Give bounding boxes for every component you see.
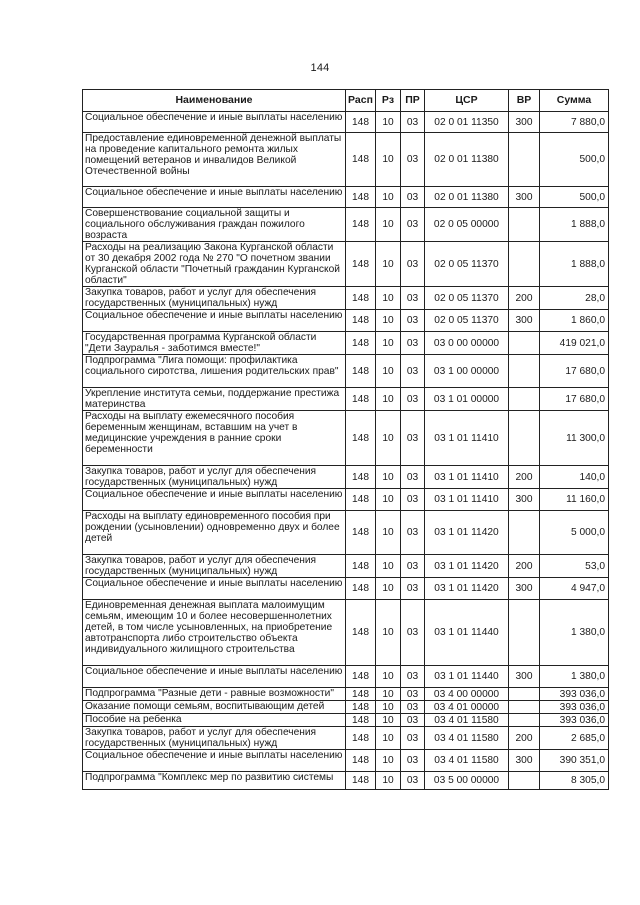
- cell-sum: 1 380,0: [540, 666, 609, 688]
- cell-pr: 03: [401, 411, 425, 466]
- header-rz: Рз: [376, 90, 401, 112]
- cell-vr: [509, 772, 540, 790]
- cell-sum: 1 888,0: [540, 242, 609, 287]
- cell-csr: 03 1 01 11410: [425, 411, 509, 466]
- table-row: [83, 133, 609, 187]
- cell-rz: 10: [376, 208, 401, 242]
- cell-pr: 03: [401, 688, 425, 701]
- cell-rasp: 148: [346, 701, 376, 714]
- cell-sum: 1 860,0: [540, 310, 609, 332]
- cell-name: Закупка товаров, работ и услуг для обеспечения государственных (муниципальных) нужд: [83, 466, 346, 489]
- cell-csr: 03 1 00 00000: [425, 355, 509, 388]
- cell-name: Предоставление единовременной денежной выплаты на проведение капитального ремонта жилых помещений ветеранов и инвалидов Великой Отечественной войны: [83, 133, 346, 187]
- cell-rasp: 148: [346, 727, 376, 750]
- cell-csr: 03 1 01 11410: [425, 489, 509, 511]
- cell-sum: 11 300,0: [540, 411, 609, 466]
- cell-rasp: 148: [346, 578, 376, 600]
- cell-vr: 200: [509, 555, 540, 578]
- cell-pr: 03: [401, 511, 425, 555]
- cell-csr: 03 4 01 11580: [425, 714, 509, 727]
- cell-vr: 300: [509, 750, 540, 772]
- cell-pr: 03: [401, 310, 425, 332]
- table-row: [83, 701, 609, 714]
- cell-vr: [509, 242, 540, 287]
- table-row: [83, 714, 609, 727]
- cell-name: Социальное обеспечение и иные выплаты населению: [83, 666, 346, 688]
- header-name: Наименование: [83, 90, 346, 112]
- cell-sum: 17 680,0: [540, 355, 609, 388]
- cell-vr: [509, 600, 540, 666]
- table-row: [83, 242, 609, 287]
- cell-sum: 4 947,0: [540, 578, 609, 600]
- cell-rz: 10: [376, 187, 401, 208]
- cell-pr: 03: [401, 666, 425, 688]
- cell-rasp: 148: [346, 112, 376, 133]
- cell-pr: 03: [401, 578, 425, 600]
- cell-name: Социальное обеспечение и иные выплаты населению: [83, 489, 346, 511]
- cell-rz: 10: [376, 489, 401, 511]
- cell-rz: 10: [376, 511, 401, 555]
- cell-rz: 10: [376, 287, 401, 310]
- cell-name: Единовременная денежная выплата малоимущим семьям, имеющим 10 и более несовершеннолетних детей, в том числе усыновленных, на приобретение автотранспорта либо строительство объекта индивидуального жилищного строительства: [83, 600, 346, 666]
- cell-pr: 03: [401, 208, 425, 242]
- cell-csr: 03 4 00 00000: [425, 688, 509, 701]
- cell-name: Государственная программа Курганской области "Дети Зауралья - заботимся вместе!": [83, 332, 346, 355]
- cell-sum: 140,0: [540, 466, 609, 489]
- cell-rz: 10: [376, 750, 401, 772]
- table-row: [83, 666, 609, 688]
- cell-name: Закупка товаров, работ и услуг для обеспечения государственных (муниципальных) нужд: [83, 727, 346, 750]
- cell-pr: 03: [401, 355, 425, 388]
- cell-rz: 10: [376, 555, 401, 578]
- cell-pr: 03: [401, 332, 425, 355]
- table-row: [83, 411, 609, 466]
- cell-rasp: 148: [346, 511, 376, 555]
- cell-vr: [509, 411, 540, 466]
- cell-sum: 2 685,0: [540, 727, 609, 750]
- table-row: [83, 600, 609, 666]
- cell-csr: 03 4 01 00000: [425, 701, 509, 714]
- cell-rz: 10: [376, 701, 401, 714]
- cell-vr: [509, 714, 540, 727]
- cell-name: Оказание помощи семьям, воспитывающим детей: [83, 701, 346, 714]
- cell-sum: 17 680,0: [540, 388, 609, 411]
- cell-csr: 02 0 05 11370: [425, 242, 509, 287]
- table-row: [83, 310, 609, 332]
- cell-pr: 03: [401, 555, 425, 578]
- cell-name: Расходы на выплату ежемесячного пособия беременным женщинам, вставшим на учет в медицинские учреждения в ранние сроки беременности: [83, 411, 346, 466]
- cell-csr: 03 1 01 11410: [425, 466, 509, 489]
- cell-rz: 10: [376, 772, 401, 790]
- cell-csr: 02 0 05 00000: [425, 208, 509, 242]
- cell-name: Пособие на ребенка: [83, 714, 346, 727]
- cell-vr: [509, 332, 540, 355]
- cell-name: Закупка товаров, работ и услуг для обеспечения государственных (муниципальных) нужд: [83, 555, 346, 578]
- cell-name: Закупка товаров, работ и услуг для обеспечения государственных (муниципальных) нужд: [83, 287, 346, 310]
- cell-rasp: 148: [346, 310, 376, 332]
- cell-csr: 03 4 01 11580: [425, 750, 509, 772]
- cell-csr: 03 1 01 11440: [425, 666, 509, 688]
- cell-name: Социальное обеспечение и иные выплаты населению: [83, 187, 346, 208]
- cell-sum: 393 036,0: [540, 701, 609, 714]
- cell-rz: 10: [376, 466, 401, 489]
- cell-sum: 5 000,0: [540, 511, 609, 555]
- cell-sum: 393 036,0: [540, 714, 609, 727]
- cell-rasp: 148: [346, 187, 376, 208]
- cell-name: Расходы на выплату единовременного пособия при рождении (усыновлении) одновременно двух и более детей: [83, 511, 346, 555]
- cell-sum: 8 305,0: [540, 772, 609, 790]
- table-row: [83, 727, 609, 750]
- cell-vr: 300: [509, 310, 540, 332]
- cell-name: Социальное обеспечение и иные выплаты населению: [83, 578, 346, 600]
- cell-name: Укрепление института семьи, поддержание престижа материнства: [83, 388, 346, 411]
- cell-rz: 10: [376, 411, 401, 466]
- cell-rz: 10: [376, 242, 401, 287]
- header-rasp: Расп: [346, 90, 376, 112]
- header-sum: Сумма: [540, 90, 609, 112]
- table-row: [83, 489, 609, 511]
- cell-rz: 10: [376, 666, 401, 688]
- page-number: 144: [310, 62, 330, 74]
- cell-csr: 03 1 01 11420: [425, 555, 509, 578]
- cell-rasp: 148: [346, 133, 376, 187]
- table-row: [83, 332, 609, 355]
- table-row: [83, 466, 609, 489]
- cell-csr: 02 0 05 11370: [425, 287, 509, 310]
- cell-pr: 03: [401, 466, 425, 489]
- header-pr: ПР: [401, 90, 425, 112]
- cell-pr: 03: [401, 714, 425, 727]
- cell-sum: 500,0: [540, 187, 609, 208]
- cell-rasp: 148: [346, 332, 376, 355]
- cell-sum: 7 880,0: [540, 112, 609, 133]
- cell-sum: 390 351,0: [540, 750, 609, 772]
- cell-rasp: 148: [346, 388, 376, 411]
- cell-rasp: 148: [346, 688, 376, 701]
- cell-csr: 02 0 05 11370: [425, 310, 509, 332]
- cell-pr: 03: [401, 489, 425, 511]
- cell-rz: 10: [376, 112, 401, 133]
- cell-pr: 03: [401, 287, 425, 310]
- table-row: [83, 187, 609, 208]
- table-header-row: [83, 90, 609, 112]
- table-row: [83, 112, 609, 133]
- cell-name: Расходы на реализацию Закона Курганской области от 30 декабря 2002 года № 270 "О почетном звании Курганской области "Почетный гражданин Курганской области": [83, 242, 346, 287]
- table-row: [83, 772, 609, 790]
- cell-vr: 300: [509, 187, 540, 208]
- cell-name: Социальное обеспечение и иные выплаты населению: [83, 310, 346, 332]
- table-row: [83, 688, 609, 701]
- cell-vr: 300: [509, 578, 540, 600]
- cell-rasp: 148: [346, 242, 376, 287]
- cell-pr: 03: [401, 750, 425, 772]
- cell-rasp: 148: [346, 208, 376, 242]
- cell-pr: 03: [401, 112, 425, 133]
- cell-rz: 10: [376, 310, 401, 332]
- cell-csr: 03 1 01 11440: [425, 600, 509, 666]
- cell-vr: 200: [509, 466, 540, 489]
- cell-sum: 500,0: [540, 133, 609, 187]
- cell-csr: 03 1 01 11420: [425, 511, 509, 555]
- cell-vr: 300: [509, 112, 540, 133]
- cell-sum: 1 380,0: [540, 600, 609, 666]
- cell-sum: 393 036,0: [540, 688, 609, 701]
- table-row: [83, 287, 609, 310]
- cell-rasp: 148: [346, 555, 376, 578]
- table-row: [83, 578, 609, 600]
- cell-rasp: 148: [346, 466, 376, 489]
- cell-rz: 10: [376, 727, 401, 750]
- cell-csr: 03 1 01 00000: [425, 388, 509, 411]
- cell-csr: 02 0 01 11380: [425, 187, 509, 208]
- cell-pr: 03: [401, 600, 425, 666]
- header-vr: ВР: [509, 90, 540, 112]
- cell-vr: [509, 511, 540, 555]
- cell-pr: 03: [401, 133, 425, 187]
- cell-rasp: 148: [346, 489, 376, 511]
- cell-pr: 03: [401, 187, 425, 208]
- cell-name: Подпрограмма "Лига помощи: профилактика социального сиротства, лишения родительских прав": [83, 355, 346, 388]
- cell-sum: 1 888,0: [540, 208, 609, 242]
- cell-vr: [509, 701, 540, 714]
- cell-rasp: 148: [346, 772, 376, 790]
- cell-pr: 03: [401, 772, 425, 790]
- cell-name: Подпрограмма "Комплекс мер по развитию системы: [83, 772, 346, 790]
- cell-rz: 10: [376, 388, 401, 411]
- cell-pr: 03: [401, 701, 425, 714]
- cell-csr: 03 5 00 00000: [425, 772, 509, 790]
- cell-rz: 10: [376, 600, 401, 666]
- cell-sum: 419 021,0: [540, 332, 609, 355]
- cell-pr: 03: [401, 727, 425, 750]
- cell-name: Социальное обеспечение и иные выплаты населению: [83, 750, 346, 772]
- cell-rz: 10: [376, 688, 401, 701]
- cell-vr: [509, 688, 540, 701]
- cell-pr: 03: [401, 388, 425, 411]
- cell-vr: 300: [509, 489, 540, 511]
- cell-rasp: 148: [346, 714, 376, 727]
- cell-vr: [509, 388, 540, 411]
- cell-rasp: 148: [346, 287, 376, 310]
- cell-csr: 03 4 01 11580: [425, 727, 509, 750]
- cell-vr: 300: [509, 666, 540, 688]
- table-row: [83, 750, 609, 772]
- table-row: [83, 208, 609, 242]
- cell-rz: 10: [376, 332, 401, 355]
- cell-rz: 10: [376, 578, 401, 600]
- cell-pr: 03: [401, 242, 425, 287]
- cell-csr: 03 0 00 00000: [425, 332, 509, 355]
- cell-rasp: 148: [346, 600, 376, 666]
- cell-vr: [509, 355, 540, 388]
- cell-rasp: 148: [346, 411, 376, 466]
- cell-name: Социальное обеспечение и иные выплаты населению: [83, 112, 346, 133]
- cell-rasp: 148: [346, 666, 376, 688]
- table-row: [83, 355, 609, 388]
- cell-csr: 02 0 01 11380: [425, 133, 509, 187]
- budget-table: [82, 89, 609, 790]
- table-row: [83, 511, 609, 555]
- cell-csr: 02 0 01 11350: [425, 112, 509, 133]
- header-csr: ЦСР: [425, 90, 509, 112]
- cell-name: Подпрограмма "Разные дети - равные возможности": [83, 688, 346, 701]
- cell-csr: 03 1 01 11420: [425, 578, 509, 600]
- cell-rasp: 148: [346, 750, 376, 772]
- table-body: [83, 112, 609, 790]
- cell-sum: 11 160,0: [540, 489, 609, 511]
- cell-vr: 200: [509, 727, 540, 750]
- cell-vr: [509, 208, 540, 242]
- table-row: [83, 388, 609, 411]
- cell-rasp: 148: [346, 355, 376, 388]
- cell-rz: 10: [376, 133, 401, 187]
- cell-sum: 53,0: [540, 555, 609, 578]
- cell-name: Совершенствование социальной защиты и социального обслуживания граждан пожилого возраста: [83, 208, 346, 242]
- cell-sum: 28,0: [540, 287, 609, 310]
- cell-rz: 10: [376, 714, 401, 727]
- table-row: [83, 555, 609, 578]
- cell-vr: [509, 133, 540, 187]
- cell-rz: 10: [376, 355, 401, 388]
- cell-vr: 200: [509, 287, 540, 310]
